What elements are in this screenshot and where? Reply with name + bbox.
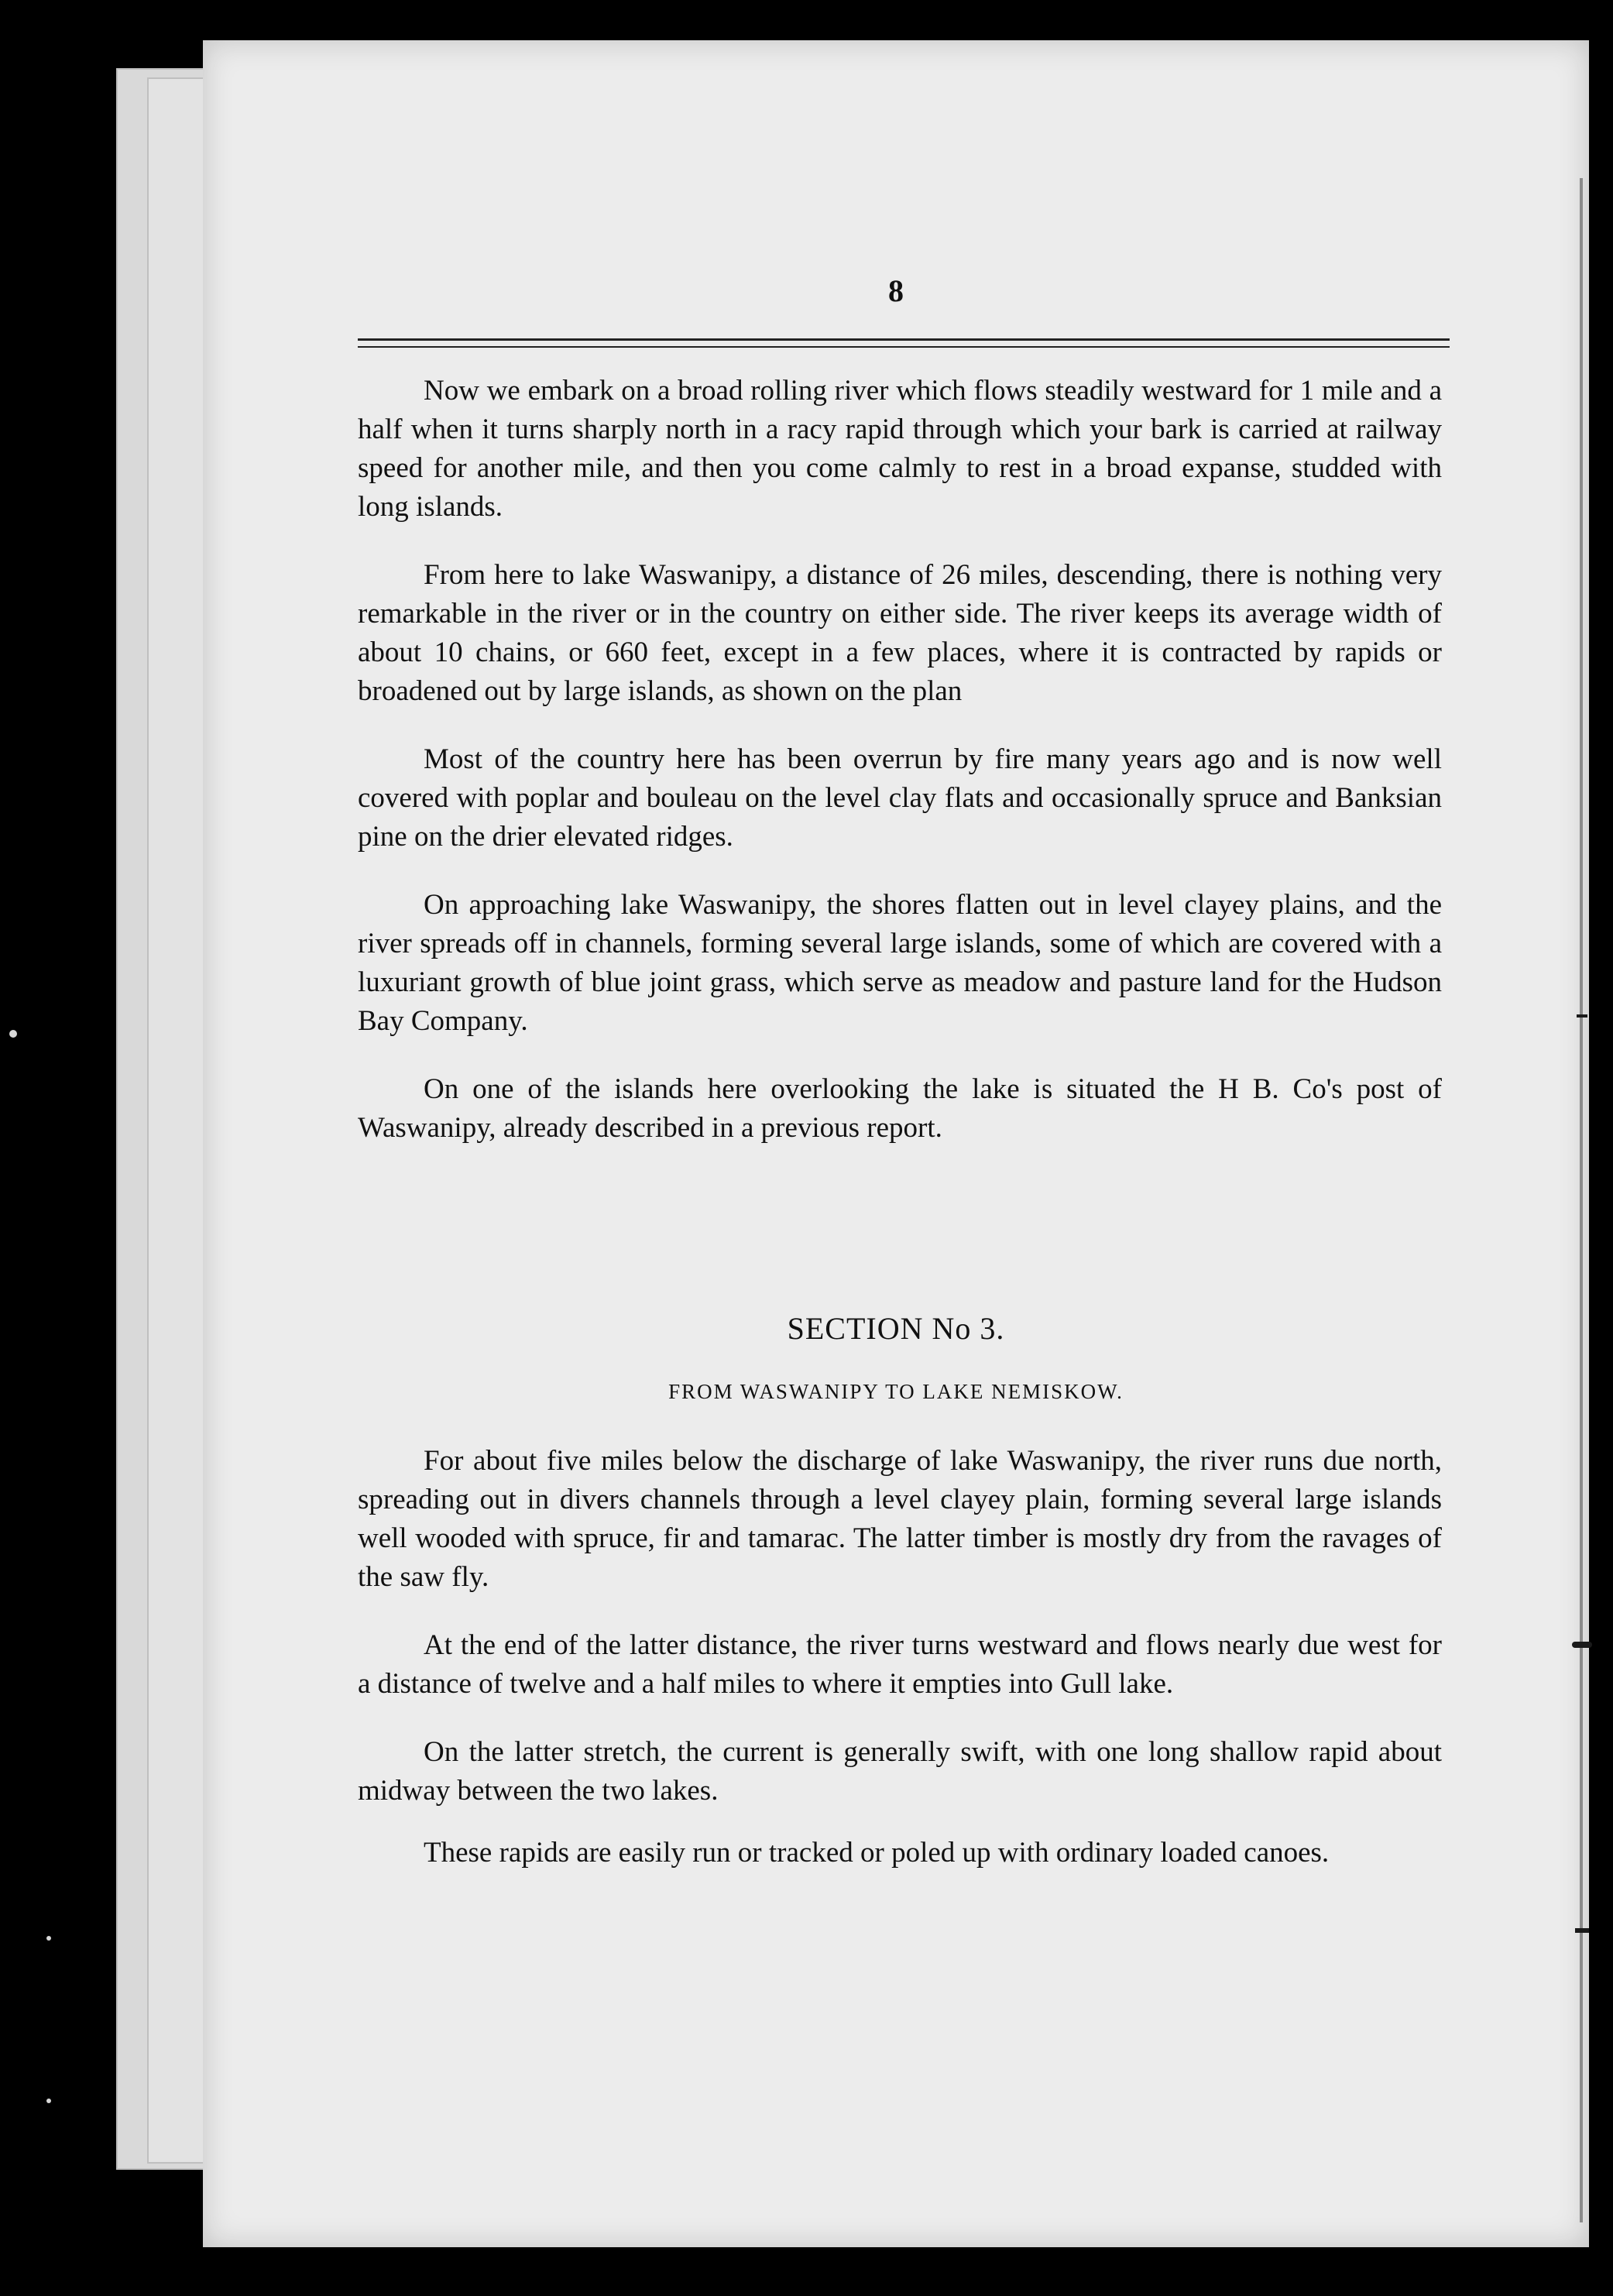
paragraph: On the latter stretch, the current is generally swift, with one long shallow rapid about midway between the two lakes. xyxy=(358,1736,1442,1807)
scan-speck xyxy=(9,1030,17,1038)
paragraph: At the end of the latter distance, the river turns westward and flows nearly due west for a distance of twelve and a half miles to where it empties into Gull lake. xyxy=(358,1629,1442,1700)
section-title: SECTION No 3. xyxy=(787,1311,1005,1346)
body-text-top xyxy=(358,372,1442,1148)
header-rule xyxy=(358,338,1450,341)
right-page-edge xyxy=(1580,178,1583,2222)
paragraph: Now we embark on a broad rolling river which flows steadily westward for 1 mile and a half when it turns sharply north in a racy rapid through which your bark is carried at railway speed for another mile, and then you come calmly to rest in a broad expanse, studded with long islands. xyxy=(358,375,1442,523)
edge-mark xyxy=(1575,1928,1589,1933)
document-page xyxy=(203,40,1589,2247)
paragraph: For about five miles below the discharge of lake Waswanipy, the river runs due north, spreading out in divers channels through a level clayey plain, forming several large islands well wooded with spruce, fir and tamarac. The latter timber is mostly dry from the ravages of the saw fly. xyxy=(358,1445,1442,1593)
paragraph: On one of the islands here overlooking the lake is situated the H B. Co's post of Waswanipy, already described in a previous report. xyxy=(358,1073,1442,1144)
section-subtitle: FROM WASWANIPY TO LAKE NEMISKOW. xyxy=(668,1380,1124,1403)
paragraph: From here to lake Waswanipy, a distance of 26 miles, descending, there is nothing very remarkable in the river or in the country on either side. The river keeps its average width of about 10 chains, or 660 feet, except in a few places, where it is contracted by rapids or broadened out by large islands, as shown on the plan xyxy=(358,559,1442,707)
paragraph: These rapids are easily run or tracked or poled up with ordinary loaded canoes. xyxy=(424,1837,1330,1869)
paragraph: Most of the country here has been overrun by fire many years ago and is now well covered with poplar and bouleau on the level clay flats and occasionally spruce and Banksian pine on the drier elevated ridges. xyxy=(358,743,1442,853)
paragraph: On approaching lake Waswanipy, the shores flatten out in level clayey plains, and the river spreads off in channels, forming several large islands, some of which are covered with a luxuriant growth of blue joint grass, which serve as meadow and pasture land for the Hudson Bay Company. xyxy=(358,889,1442,1037)
scan-speck xyxy=(46,2099,51,2103)
body-text-bottom xyxy=(358,1442,1442,1872)
edge-mark xyxy=(1577,1014,1587,1018)
edge-mark xyxy=(1572,1642,1592,1648)
header-rule-thin xyxy=(358,346,1450,348)
scan-speck xyxy=(46,1936,51,1941)
page-number: 8 xyxy=(888,273,904,308)
